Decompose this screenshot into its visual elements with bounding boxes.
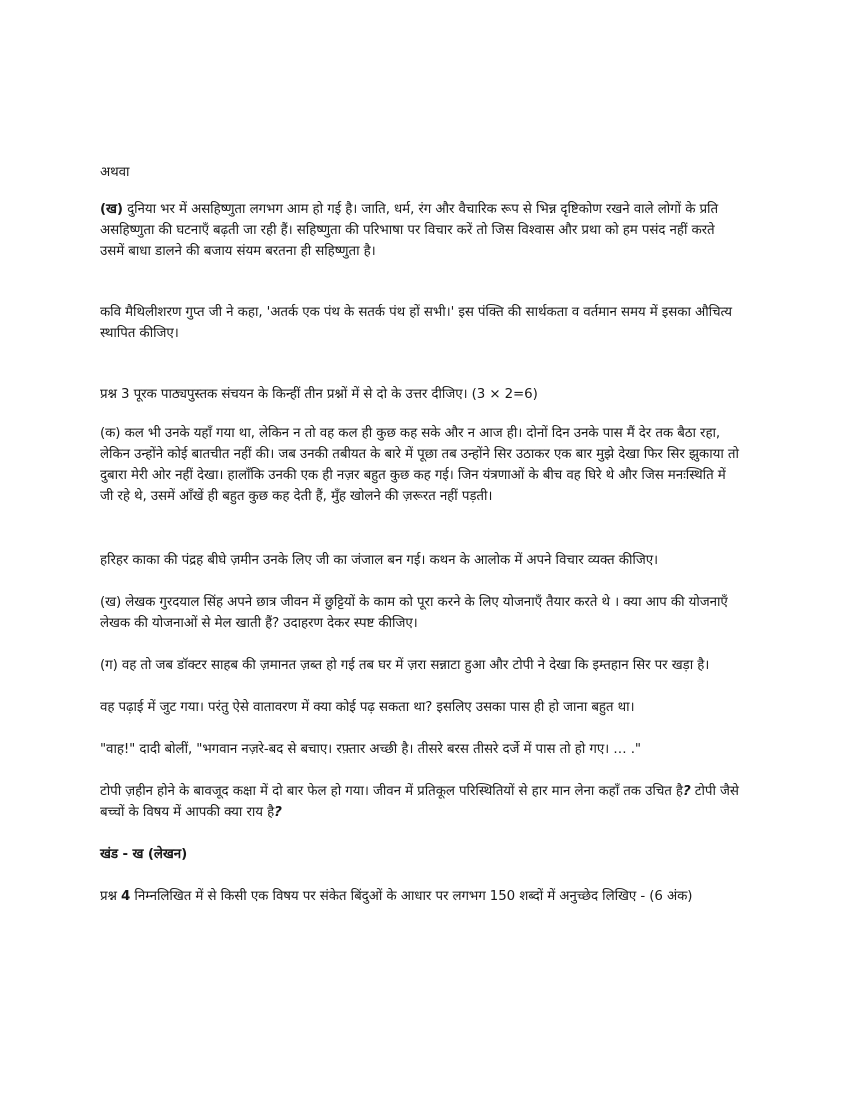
question-3-option-ga-prompt [100,781,740,823]
option-label: (ख) [100,202,123,217]
or-divider-text: अथवा [100,165,130,180]
question-3-option-ga-passage-2: वह पढ़ाई में जुट गया। परंतु ऐसे वातावरण में क्या कोई पढ़ सकता था? इसलिए उसका पास ही हो जाना बहुत था। [100,700,635,715]
question-3-heading: प्रश्न 3 पूरक पाठ्यपुस्तक संचयन के किन्हीं तीन प्रश्नों में से दो के उत्तर दीजिए। (3 × 2=6) [100,387,538,402]
question-3-option-ga-passage-3: "वाह!" दादी बोलीं, "भगवान नज़रे-बद से बचाए। रफ़्तार अच्छी है। तीसरे बरस तीसरे दर्जे में पास तो हो गए। … ." [100,742,641,757]
prompt-text-1: टोपी ज़हीन होने के बावजूद कक्षा में दो बार फेल हो गया। जीवन में प्रतिकूल परिस्थितियों से हार मान लेना कहाँ तक उचित है [100,784,683,799]
question-number: 4 [121,889,131,904]
question-text: निम्नलिखित में से किसी एक विषय पर संकेत बिंदुओं के आधार पर लगभग 150 शब्दों में अनुच्छेद लिखिए - (6 अंक) [130,889,693,904]
question-3-option-ka-prompt: हरिहर काका की पंद्रह बीघे ज़मीन उनके लिए जी का जंजाल बन गई। कथन के आलोक में अपने विचार व्यक्त कीजिए। [100,553,658,568]
question-2-prompt: कवि मैथिलीशरण गुप्त जी ने कहा, 'अतर्क एक पंथ के सतर्क पंथ हों सभी।' इस पंक्ति की सार्थकता व वर्तमान समय में इसका औचित्य स्थापित कीजिए। [100,305,732,341]
question-3-option-ka-passage: (क) कल भी उनके यहाँ गया था, लेकिन न तो वह कल ही कुछ कह सके और न आज ही। दोनों दिन उनके पास मैं देर तक बैठा रहा, लेकिन उन्होंने कोई बातचीत नहीं की। जब उनकी तबीयत के बारे में पूछा तब उन्होंने सिर उठाकर एक बार मुझे देखा फिर सिर झुकाया तो दुबारा मेरी ओर नहीं देखा। हालाँकि उनकी एक ही नज़र बहुत कुछ कह गई। जिन यंत्रणाओं के बीच वह घिरे थे और जिस मनःस्थिति में जी रहे थे, उसमें आँखें ही बहुत कुछ कह देती हैं, मुँह खोलने की ज़रूरत नहीं पड़ती। [100,426,739,504]
passage-text: दुनिया भर में असहिष्णुता लगभग आम हो गई है। जाति, धर्म, रंग और वैचारिक रूप से भिन्न दृष्टिकोण रखने वाले लोगों के प्रति असहिष्णुता की घटनाएँ बढ़ती जा रही हैं। सहिष्णुता की परिभाषा पर विचार करें तो जिस विश्वास और प्रथा को हम पसंद नहीं करते उसमें बाधा डालने की बजाय संयम बरतना ही सहिष्णुता है। [100,202,719,259]
question-3-option-ga-passage: (ग) वह तो जब डॉक्टर साहब की ज़मानत ज़ब्त हो गई तब घर में ज़रा सन्नाटा हुआ और टोपी ने देखा कि इम्तहान सिर पर खड़ा है। [100,658,710,673]
question-label: प्रश्न [100,889,122,904]
prompt-text-2: टोपी जैसे बच्चों के विषय में आपकी क्या राय है [100,784,739,820]
question-mark: ? [274,805,282,820]
document-page [100,150,740,907]
question-3-option-kha: (ख) लेखक गुरदयाल सिंह अपने छात्र जीवन में छुट्टियों के काम को पूरा करने के लिए योजनाएँ तैयार करते थे । क्या आप की योजनाएँ लेखक की योजनाओं से मेल खाती हैं? उदाहरण देकर स्पष्ट कीजिए। [100,595,728,631]
question-2-option-kha [100,199,740,262]
question-mark: ? [682,784,691,799]
section-heading-writing: खंड - ख (लेखन) [100,847,188,862]
question-4 [100,886,740,907]
